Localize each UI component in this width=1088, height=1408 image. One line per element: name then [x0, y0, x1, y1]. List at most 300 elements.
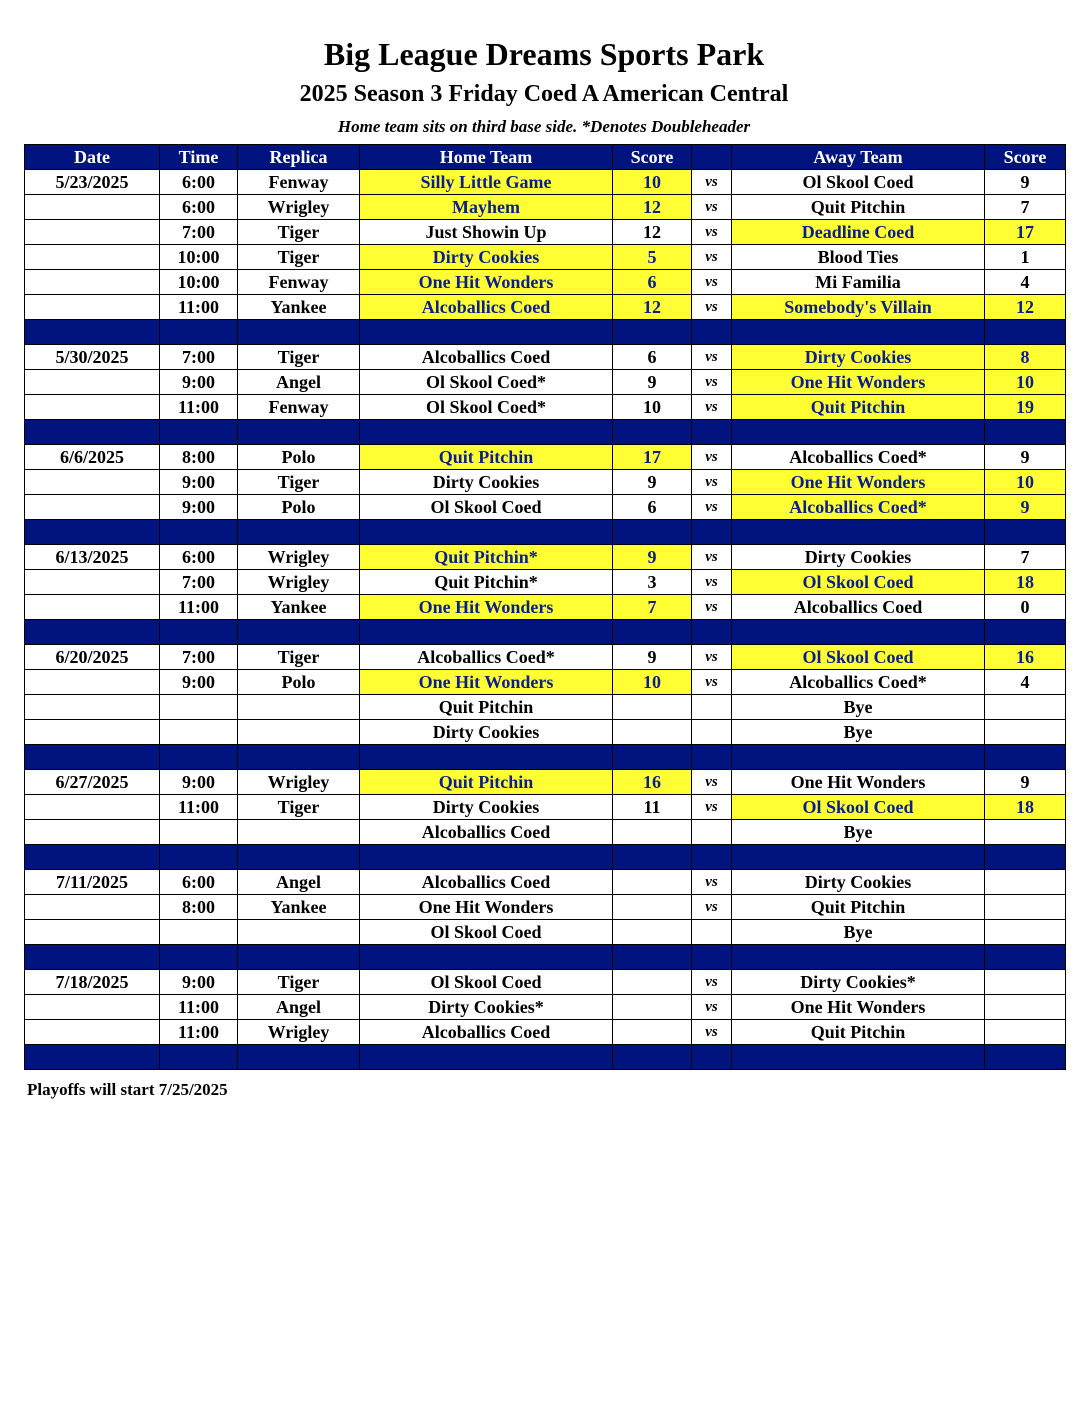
cell-time: 11:00 [160, 795, 238, 820]
table-row [25, 670, 1066, 695]
cell-date [25, 295, 160, 320]
cell-date: 5/30/2025 [25, 345, 160, 370]
cell-vs: vs [692, 470, 732, 495]
cell-date [25, 720, 160, 745]
cell-away-score: 9 [985, 445, 1066, 470]
cell-vs: vs [692, 170, 732, 195]
separator-cell [732, 320, 985, 345]
cell-time: 6:00 [160, 545, 238, 570]
cell-away-score: 17 [985, 220, 1066, 245]
cell-replica: Wrigley [238, 195, 360, 220]
week-separator-row [25, 420, 1066, 445]
column-header-away-team: Away Team [732, 145, 985, 170]
cell-away-team: Deadline Coed [732, 220, 985, 245]
cell-vs: vs [692, 495, 732, 520]
cell-vs: vs [692, 670, 732, 695]
table-row [25, 295, 1066, 320]
cell-vs: vs [692, 195, 732, 220]
cell-away-score [985, 870, 1066, 895]
cell-home-team: Dirty Cookies [360, 245, 613, 270]
cell-vs: vs [692, 295, 732, 320]
separator-cell [360, 520, 613, 545]
cell-date [25, 1020, 160, 1045]
cell-date [25, 470, 160, 495]
column-header-home-score: Score [613, 145, 692, 170]
separator-cell [985, 620, 1066, 645]
separator-cell [25, 420, 160, 445]
cell-date [25, 920, 160, 945]
separator-cell [238, 845, 360, 870]
column-header-home-team: Home Team [360, 145, 613, 170]
separator-cell [692, 845, 732, 870]
table-row [25, 195, 1066, 220]
cell-away-team: Dirty Cookies [732, 345, 985, 370]
cell-away-team: Alcoballics Coed* [732, 445, 985, 470]
cell-home-score: 16 [613, 770, 692, 795]
cell-date [25, 370, 160, 395]
cell-time: 7:00 [160, 645, 238, 670]
cell-home-team: Silly Little Game [360, 170, 613, 195]
cell-away-team: Alcoballics Coed* [732, 670, 985, 695]
cell-home-team: One Hit Wonders [360, 270, 613, 295]
cell-time: 10:00 [160, 245, 238, 270]
cell-away-team: Bye [732, 920, 985, 945]
cell-away-team: Alcoballics Coed [732, 595, 985, 620]
cell-away-team: Ol Skool Coed [732, 170, 985, 195]
cell-replica: Polo [238, 445, 360, 470]
separator-cell [160, 320, 238, 345]
cell-away-score: 4 [985, 670, 1066, 695]
cell-away-team: One Hit Wonders [732, 770, 985, 795]
cell-away-team: Somebody's Villain [732, 295, 985, 320]
cell-time: 11:00 [160, 395, 238, 420]
cell-date [25, 820, 160, 845]
cell-date [25, 245, 160, 270]
cell-away-score [985, 695, 1066, 720]
cell-vs: vs [692, 770, 732, 795]
cell-home-team: Quit Pitchin [360, 695, 613, 720]
separator-cell [160, 520, 238, 545]
cell-home-score [613, 920, 692, 945]
separator-cell [25, 745, 160, 770]
separator-cell [238, 420, 360, 445]
cell-vs: vs [692, 795, 732, 820]
cell-vs: vs [692, 1020, 732, 1045]
cell-home-score: 10 [613, 670, 692, 695]
separator-cell [692, 620, 732, 645]
cell-replica: Yankee [238, 295, 360, 320]
separator-cell [360, 745, 613, 770]
cell-away-team: Quit Pitchin [732, 895, 985, 920]
cell-away-score [985, 720, 1066, 745]
cell-home-team: Alcoballics Coed* [360, 645, 613, 670]
cell-replica: Polo [238, 670, 360, 695]
cell-away-team: Quit Pitchin [732, 195, 985, 220]
separator-cell [732, 845, 985, 870]
cell-away-team: Blood Ties [732, 245, 985, 270]
table-row [25, 1020, 1066, 1045]
cell-vs: vs [692, 245, 732, 270]
cell-home-team: Quit Pitchin [360, 770, 613, 795]
cell-date: 6/27/2025 [25, 770, 160, 795]
cell-date [25, 195, 160, 220]
page-subtitle: 2025 Season 3 Friday Coed A American Central [299, 81, 789, 107]
cell-vs [692, 720, 732, 745]
cell-replica: Tiger [238, 795, 360, 820]
cell-date [25, 570, 160, 595]
week-separator-row [25, 320, 1066, 345]
cell-away-team: Ol Skool Coed [732, 645, 985, 670]
separator-cell [985, 520, 1066, 545]
cell-replica: Tiger [238, 970, 360, 995]
separator-cell [360, 420, 613, 445]
separator-cell [238, 320, 360, 345]
cell-time [160, 720, 238, 745]
separator-cell [732, 1045, 985, 1070]
cell-away-score: 0 [985, 595, 1066, 620]
cell-home-team: Ol Skool Coed [360, 920, 613, 945]
cell-away-team: Quit Pitchin [732, 1020, 985, 1045]
separator-cell [360, 620, 613, 645]
cell-home-team: One Hit Wonders [360, 670, 613, 695]
cell-away-score: 8 [985, 345, 1066, 370]
table-row [25, 270, 1066, 295]
cell-away-score [985, 895, 1066, 920]
table-row [25, 770, 1066, 795]
separator-cell [25, 520, 160, 545]
separator-cell [160, 1045, 238, 1070]
column-header-replica: Replica [238, 145, 360, 170]
separator-cell [360, 1045, 613, 1070]
separator-cell [692, 945, 732, 970]
cell-home-score: 3 [613, 570, 692, 595]
cell-time: 9:00 [160, 370, 238, 395]
cell-vs: vs [692, 270, 732, 295]
week-separator-row [25, 845, 1066, 870]
cell-replica: Fenway [238, 395, 360, 420]
column-header-time: Time [160, 145, 238, 170]
cell-time [160, 920, 238, 945]
cell-home-score: 12 [613, 220, 692, 245]
cell-replica: Tiger [238, 245, 360, 270]
cell-replica: Angel [238, 370, 360, 395]
cell-home-score [613, 1020, 692, 1045]
cell-vs: vs [692, 995, 732, 1020]
table-row [25, 595, 1066, 620]
cell-time: 11:00 [160, 295, 238, 320]
separator-cell [238, 1045, 360, 1070]
cell-away-score: 16 [985, 645, 1066, 670]
separator-cell [692, 420, 732, 445]
table-row [25, 495, 1066, 520]
cell-time: 7:00 [160, 570, 238, 595]
separator-cell [238, 520, 360, 545]
cell-time: 6:00 [160, 170, 238, 195]
cell-date [25, 670, 160, 695]
cell-away-score [985, 970, 1066, 995]
table-row [25, 220, 1066, 245]
separator-cell [985, 745, 1066, 770]
separator-cell [25, 945, 160, 970]
table-row [25, 645, 1066, 670]
cell-time: 8:00 [160, 895, 238, 920]
cell-replica [238, 820, 360, 845]
column-header-away-score: Score [985, 145, 1066, 170]
cell-home-team: Alcoballics Coed [360, 295, 613, 320]
cell-replica [238, 920, 360, 945]
cell-away-team: Dirty Cookies* [732, 970, 985, 995]
separator-cell [160, 845, 238, 870]
cell-home-team: One Hit Wonders [360, 895, 613, 920]
cell-away-team: Ol Skool Coed [732, 795, 985, 820]
week-separator-row [25, 620, 1066, 645]
table-row [25, 170, 1066, 195]
cell-time: 11:00 [160, 995, 238, 1020]
separator-cell [692, 1045, 732, 1070]
cell-away-team: Bye [732, 720, 985, 745]
cell-vs: vs [692, 395, 732, 420]
separator-cell [613, 620, 692, 645]
cell-replica: Tiger [238, 470, 360, 495]
cell-home-score: 6 [613, 345, 692, 370]
cell-date: 7/11/2025 [25, 870, 160, 895]
page-title: Big League Dreams Sports Park [323, 36, 765, 72]
cell-away-team: Dirty Cookies [732, 545, 985, 570]
separator-cell [732, 520, 985, 545]
cell-time: 9:00 [160, 470, 238, 495]
cell-home-team: Alcoballics Coed [360, 820, 613, 845]
cell-away-score: 4 [985, 270, 1066, 295]
cell-vs: vs [692, 220, 732, 245]
separator-cell [238, 620, 360, 645]
cell-home-team: Alcoballics Coed [360, 345, 613, 370]
cell-home-team: One Hit Wonders [360, 595, 613, 620]
cell-replica: Wrigley [238, 1020, 360, 1045]
cell-away-team: Bye [732, 695, 985, 720]
cell-time: 6:00 [160, 870, 238, 895]
separator-cell [238, 745, 360, 770]
cell-vs: vs [692, 645, 732, 670]
table-row [25, 470, 1066, 495]
cell-time: 7:00 [160, 220, 238, 245]
cell-vs: vs [692, 370, 732, 395]
cell-vs: vs [692, 345, 732, 370]
cell-time: 9:00 [160, 970, 238, 995]
separator-cell [613, 420, 692, 445]
cell-away-score [985, 995, 1066, 1020]
cell-date: 6/20/2025 [25, 645, 160, 670]
cell-away-score: 7 [985, 195, 1066, 220]
cell-home-score [613, 970, 692, 995]
table-row [25, 570, 1066, 595]
separator-cell [613, 1045, 692, 1070]
separator-cell [732, 945, 985, 970]
table-row [25, 970, 1066, 995]
cell-away-score: 7 [985, 545, 1066, 570]
cell-home-team: Ol Skool Coed [360, 495, 613, 520]
separator-cell [732, 420, 985, 445]
cell-home-score: 12 [613, 195, 692, 220]
cell-home-score [613, 720, 692, 745]
table-row [25, 695, 1066, 720]
cell-home-score: 7 [613, 595, 692, 620]
cell-date [25, 795, 160, 820]
table-row [25, 545, 1066, 570]
cell-date [25, 220, 160, 245]
cell-away-score: 12 [985, 295, 1066, 320]
separator-cell [25, 320, 160, 345]
cell-time: 7:00 [160, 345, 238, 370]
cell-vs: vs [692, 970, 732, 995]
cell-time: 9:00 [160, 770, 238, 795]
cell-vs [692, 695, 732, 720]
cell-away-score: 9 [985, 170, 1066, 195]
cell-away-score: 10 [985, 470, 1066, 495]
separator-cell [25, 1045, 160, 1070]
column-header-vs [692, 145, 732, 170]
table-row [25, 895, 1066, 920]
cell-away-team: One Hit Wonders [732, 995, 985, 1020]
separator-cell [732, 620, 985, 645]
cell-date [25, 695, 160, 720]
cell-home-team: Dirty Cookies [360, 720, 613, 745]
cell-away-team: One Hit Wonders [732, 470, 985, 495]
cell-date: 6/13/2025 [25, 545, 160, 570]
separator-cell [160, 745, 238, 770]
table-row [25, 795, 1066, 820]
cell-date [25, 595, 160, 620]
table-row [25, 820, 1066, 845]
separator-cell [238, 945, 360, 970]
cell-replica: Fenway [238, 170, 360, 195]
cell-home-score: 5 [613, 245, 692, 270]
cell-vs: vs [692, 895, 732, 920]
cell-vs [692, 820, 732, 845]
separator-cell [985, 320, 1066, 345]
cell-away-team: One Hit Wonders [732, 370, 985, 395]
separator-cell [692, 520, 732, 545]
cell-away-score: 18 [985, 795, 1066, 820]
separator-cell [160, 620, 238, 645]
cell-home-team: Quit Pitchin* [360, 545, 613, 570]
cell-vs: vs [692, 570, 732, 595]
cell-replica: Polo [238, 495, 360, 520]
separator-cell [613, 945, 692, 970]
separator-cell [613, 845, 692, 870]
separator-cell [360, 945, 613, 970]
cell-time: 8:00 [160, 445, 238, 470]
cell-time: 11:00 [160, 1020, 238, 1045]
separator-cell [692, 745, 732, 770]
separator-cell [160, 420, 238, 445]
cell-vs [692, 920, 732, 945]
week-separator-row [25, 520, 1066, 545]
cell-home-team: Quit Pitchin [360, 445, 613, 470]
cell-replica: Tiger [238, 345, 360, 370]
cell-vs: vs [692, 870, 732, 895]
week-separator-row [25, 1045, 1066, 1070]
separator-cell [160, 945, 238, 970]
cell-home-team: Mayhem [360, 195, 613, 220]
table-row [25, 245, 1066, 270]
cell-home-score: 10 [613, 170, 692, 195]
cell-home-score: 9 [613, 370, 692, 395]
separator-cell [985, 945, 1066, 970]
cell-away-team: Dirty Cookies [732, 870, 985, 895]
cell-replica: Yankee [238, 595, 360, 620]
cell-time: 9:00 [160, 670, 238, 695]
cell-away-team: Ol Skool Coed [732, 570, 985, 595]
cell-replica: Tiger [238, 645, 360, 670]
cell-time: 11:00 [160, 595, 238, 620]
cell-home-team: Quit Pitchin* [360, 570, 613, 595]
separator-cell [692, 320, 732, 345]
cell-home-team: Ol Skool Coed* [360, 370, 613, 395]
cell-home-score: 11 [613, 795, 692, 820]
playoffs-note: Playoffs will start 7/25/2025 [27, 1080, 228, 1099]
cell-replica: Wrigley [238, 570, 360, 595]
cell-home-score: 6 [613, 495, 692, 520]
table-row [25, 395, 1066, 420]
cell-away-score [985, 920, 1066, 945]
cell-time [160, 820, 238, 845]
cell-away-team: Alcoballics Coed* [732, 495, 985, 520]
separator-cell [985, 420, 1066, 445]
separator-cell [985, 845, 1066, 870]
cell-away-team: Quit Pitchin [732, 395, 985, 420]
separator-cell [25, 620, 160, 645]
cell-replica: Yankee [238, 895, 360, 920]
cell-home-team: Just Showin Up [360, 220, 613, 245]
cell-date: 5/23/2025 [25, 170, 160, 195]
cell-time: 9:00 [160, 495, 238, 520]
separator-cell [732, 745, 985, 770]
cell-home-score: 9 [613, 645, 692, 670]
cell-replica: Fenway [238, 270, 360, 295]
schedule-table [24, 144, 1066, 1070]
cell-away-score [985, 820, 1066, 845]
table-row [25, 995, 1066, 1020]
cell-home-team: Dirty Cookies [360, 795, 613, 820]
cell-away-score: 19 [985, 395, 1066, 420]
cell-away-score: 18 [985, 570, 1066, 595]
cell-home-score [613, 995, 692, 1020]
separator-cell [25, 845, 160, 870]
cell-date [25, 270, 160, 295]
cell-home-score: 9 [613, 545, 692, 570]
cell-away-score: 10 [985, 370, 1066, 395]
cell-home-score [613, 820, 692, 845]
week-separator-row [25, 745, 1066, 770]
cell-date [25, 995, 160, 1020]
cell-away-score: 1 [985, 245, 1066, 270]
separator-cell [360, 320, 613, 345]
cell-replica: Angel [238, 995, 360, 1020]
cell-home-score: 10 [613, 395, 692, 420]
separator-cell [613, 520, 692, 545]
cell-replica [238, 695, 360, 720]
cell-vs: vs [692, 595, 732, 620]
cell-date: 7/18/2025 [25, 970, 160, 995]
week-separator-row [25, 945, 1066, 970]
table-row [25, 370, 1066, 395]
cell-home-team: Dirty Cookies [360, 470, 613, 495]
cell-home-team: Ol Skool Coed* [360, 395, 613, 420]
cell-away-score [985, 1020, 1066, 1045]
table-row [25, 720, 1066, 745]
cell-time [160, 695, 238, 720]
cell-away-score: 9 [985, 770, 1066, 795]
